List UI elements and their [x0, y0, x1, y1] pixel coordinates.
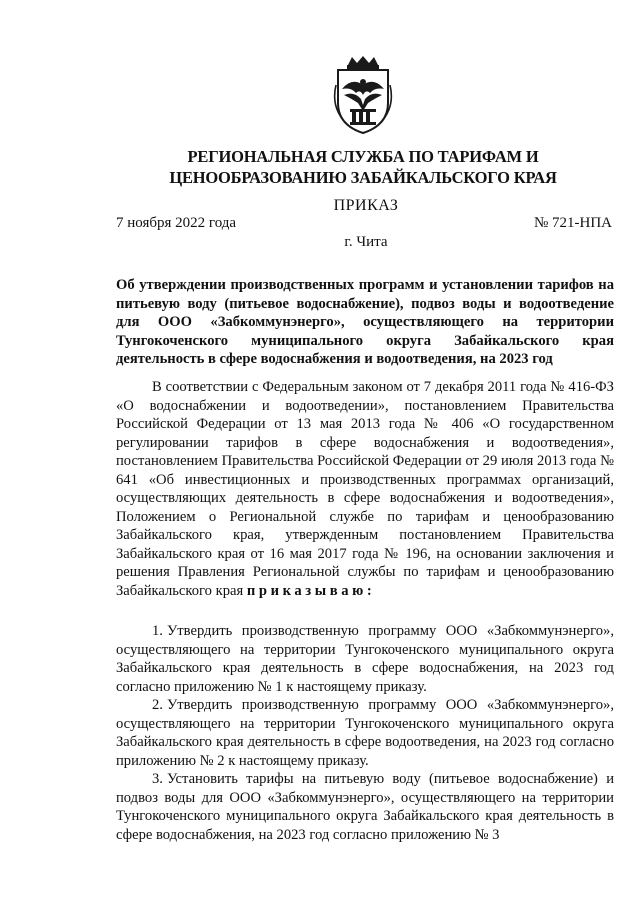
- order-item: [116, 770, 614, 844]
- order-item-number: 3.: [152, 771, 163, 787]
- organization-title-line-2: ЦЕНООБРАЗОВАНИЮ ЗАБАЙКАЛЬСКОГО КРАЯ: [169, 168, 557, 187]
- order-item: [116, 622, 614, 696]
- preamble-paragraph: [116, 378, 614, 600]
- organization-title: [100, 146, 626, 188]
- order-item-text: Утвердить производственную программу ООО «Забкоммунэнерго», осуществляющего на территории Тунгокоченского муниципального округа Забайкальского края деятельность в сфере водоснабжения, на 2023 год согласно приложению № 1 к настоящему приказу.: [116, 623, 614, 695]
- order-date: 7 ноября 2022 года: [116, 215, 237, 231]
- document-type: ПРИКАЗ: [333, 197, 399, 214]
- organization-title-line-1: РЕГИОНАЛЬНАЯ СЛУЖБА ПО ТАРИФАМ И: [187, 147, 539, 166]
- coat-of-arms-icon: [330, 55, 396, 135]
- order-city: г. Чита: [344, 234, 388, 250]
- order-items-list: [116, 622, 614, 844]
- order-item-number: 2.: [152, 697, 163, 713]
- order-number: № 721-НПА: [533, 215, 612, 231]
- order-item-number: 1.: [152, 623, 163, 639]
- order-item-text: Установить тарифы на питьевую воду (питьевое водоснабжение) и подвоз воды для ООО «Забкоммунэнерго», осуществляющего на территории Тунгокоченского муниципального округа Забайкальского края деятельность в сфере водоснабжения, на 2023 год согласно приложению № 3: [116, 771, 614, 843]
- preamble-text: В соответствии с Федеральным законом от 7 декабря 2011 года № 416-ФЗ «О водоснабжении и водоотведении», постановлением Правительства Российской Федерации от 13 мая 2013 года № 406 «О государственном регулировании тарифов в сфере водоснабжения и водоотведения», постановлением Правительства Российской Федерации от 29 июля 2013 года № 641 «Об инвестиционных и производственных программах организаций, осуществляющих деятельность в сфере водоснабжения и водоотведения», Положением о Региональной службе по тарифам и ценообразованию Забайкальского края, утвержденным постановлением Правительства Забайкальского края от 16 мая 2017 года № 196, на основании заключения и решения Правления Региональной службы по тарифам и ценообразованию Забайкальского края: [116, 379, 614, 599]
- order-item-text: Утвердить производственную программу ООО «Забкоммунэнерго», осуществляющего на территории Тунгокоченского муниципального округа Забайкальского края деятельность в сфере водоотведения, на 2023 год согласно приложению № 2 к настоящему приказу.: [116, 697, 614, 769]
- order-directive: приказываю:: [246, 582, 376, 599]
- order-subject: Об утверждении производственных программ и установлении тарифов на питьевую воду (питьевое водоснабжение), подвоз воды и водоотведение для ООО «Забкоммунэнерго», осуществляющего на территории Тунгокоченского муниципального округа Забайкальского края деятельность в сфере водоснабжения и водоотведения, на 2023 год: [116, 277, 614, 367]
- order-item: [116, 696, 614, 770]
